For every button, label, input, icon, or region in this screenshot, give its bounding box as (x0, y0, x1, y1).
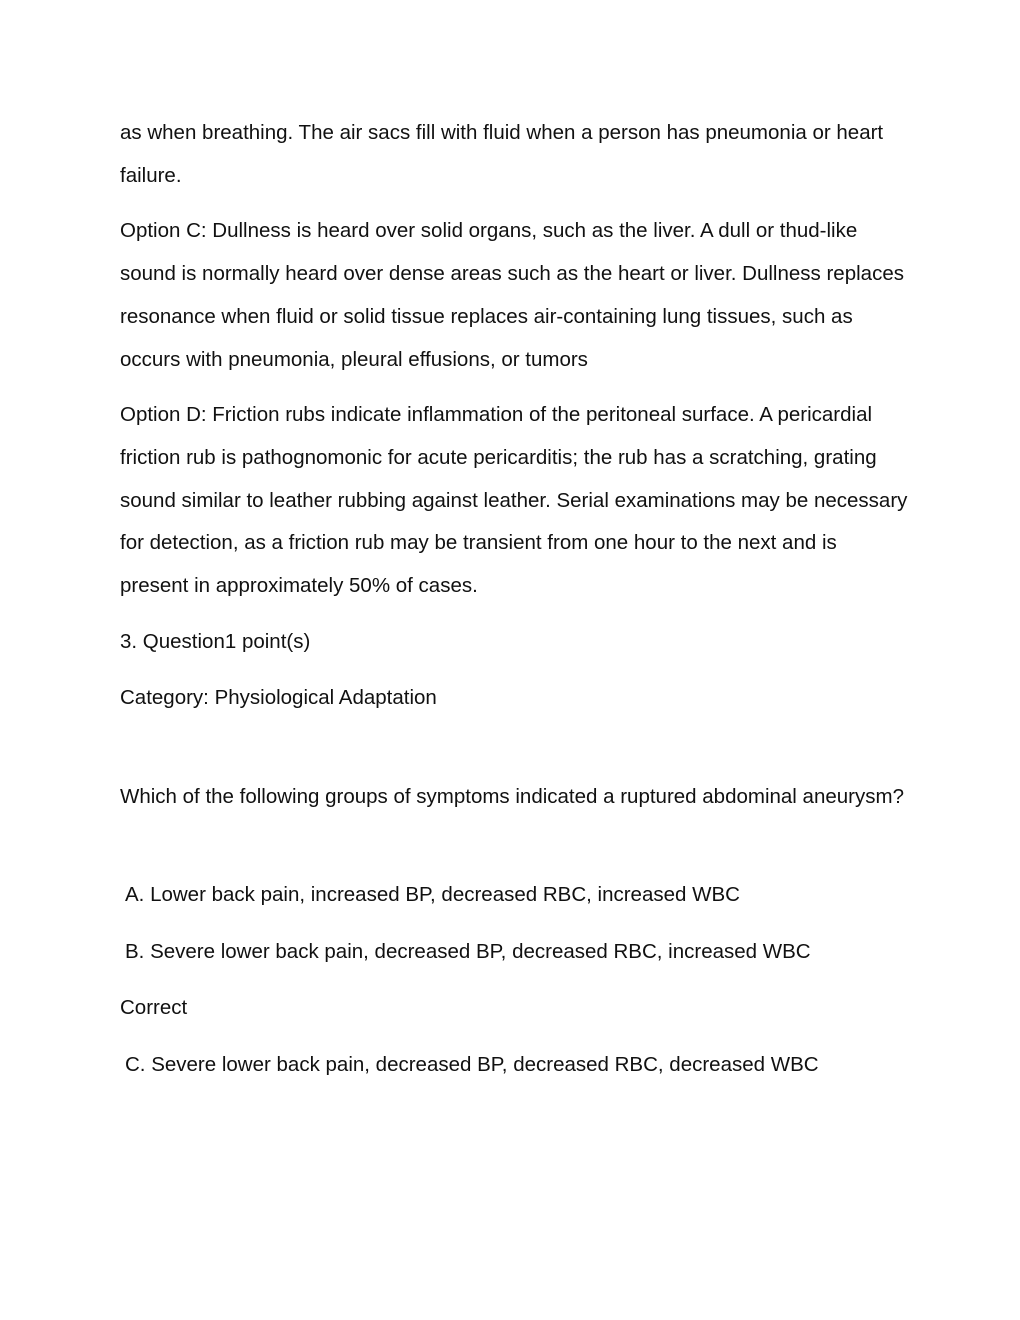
question-category: Category: Physiological Adaptation (120, 686, 437, 710)
question-text: Which of the following groups of symptoms indicated a ruptured abdominal aneurysm? (120, 785, 904, 809)
document-page (120, 112, 910, 1101)
correct-label: Correct (120, 996, 188, 1020)
question-header: 3. Question1 point(s) (120, 629, 311, 653)
spacer (120, 832, 910, 874)
spacer (120, 734, 910, 776)
paragraph-option-c: Option C: Dullness is heard over solid organs, such as the liver. A dull or thud-like sound is normally heard over dense areas such as the heart or liver. Dullness replaces resonance when fluid or solid tissue replaces air-containing lung tissues, such as occurs with pneumonia, pleural effusions, or tumors (120, 219, 904, 371)
answer-option-a: A. Lower back pain, increased BP, decreased RBC, increased WBC (125, 882, 740, 906)
paragraph-air-sacs: as when breathing. The air sacs fill with fluid when a person has pneumonia or heart failure. (120, 121, 884, 187)
answer-option-c: C. Severe lower back pain, decreased BP, decreased RBC, decreased WBC (125, 1052, 819, 1076)
paragraph-option-d: Option D: Friction rubs indicate inflammation of the peritoneal surface. A pericardial friction rub is pathognomonic for acute pericarditis; the rub has a scratching, grating sound similar to leather rubbing against leather. Serial examinations may be necessary for detection, as a friction rub may be transient from one hour to the next and is present in approximately 50% of cases. (120, 403, 908, 598)
answer-option-b: B. Severe lower back pain, decreased BP, decreased RBC, increased WBC (125, 939, 811, 963)
